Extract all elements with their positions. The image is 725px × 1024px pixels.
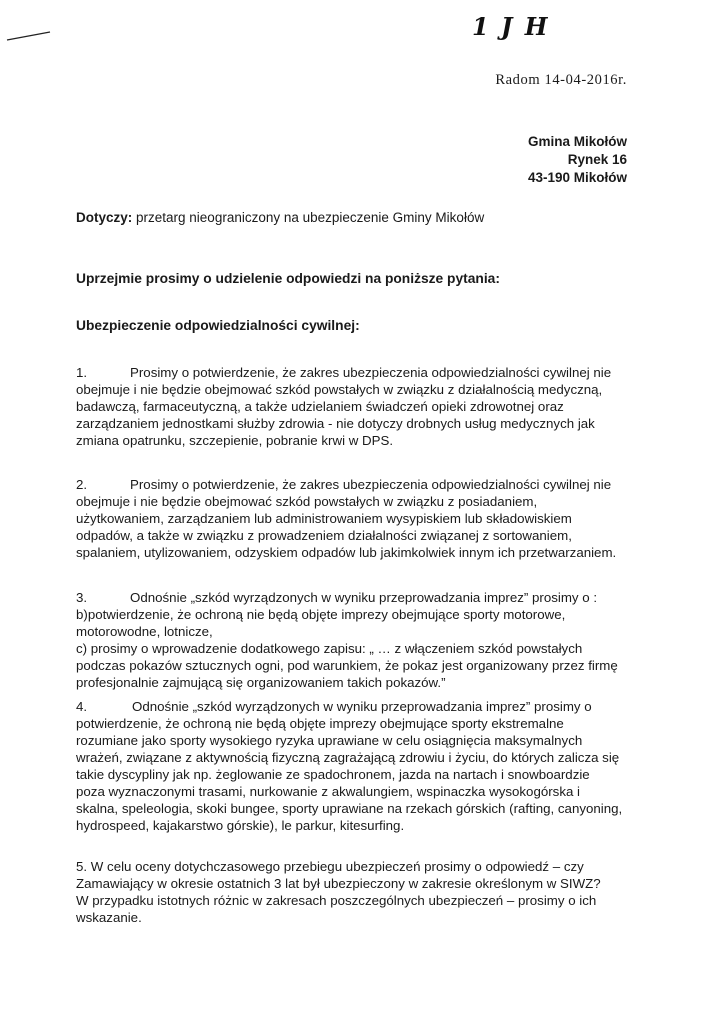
question-line: potwierdzenie, że ochroną nie będą objęte imprezy obejmujące sporty ekstremalne <box>76 716 564 731</box>
question-line: hydrospeed, kajakarstwo górskie), le parkur, kitesurfing. <box>76 818 405 833</box>
question-line: obejmuje i nie będzie obejmować szkód powstałych w związku z działalnością medyczną, <box>76 382 603 397</box>
section-heading: Ubezpieczenie odpowiedzialności cywilnej: <box>76 318 360 333</box>
question-5 <box>76 858 636 926</box>
question-line: motorowodne, lotnicze, <box>76 624 213 639</box>
question-line: c) prosimy o wprowadzenie dodatkowego zapisu: „ … z włączeniem szkód powstałych <box>76 641 583 656</box>
question-number: 3. <box>76 590 88 605</box>
subject-text: przetarg nieograniczony na ubezpieczenie Gminy Mikołów <box>132 210 485 225</box>
question-line: W przypadku istotnych różnic w zakresach poszczególnych ubezpieczeń – prosimy o ich <box>76 893 597 908</box>
question-line: poza wyznaczonymi trasami, nurkowanie z akwalungiem, wspinaczka wysokogórska i <box>76 784 581 799</box>
question-line: profesjonalnie zajmującą się organizowaniem takich pokazów.” <box>76 675 446 690</box>
letter-date: Radom 14-04-2016r. <box>495 72 627 88</box>
recipient-address <box>528 133 627 187</box>
question-1 <box>76 364 636 449</box>
question-line: odpadów, a także w związku z prowadzeniem działalności związanej z sortowaniem, <box>76 528 572 543</box>
recipient-line: 43-190 Mikołów <box>527 170 627 185</box>
question-line: 3. Odnośnie „szkód wyrządzonych w wyniku przeprowadzania imprez” prosimy o : <box>76 590 598 605</box>
question-line: b)potwierdzenie, że ochroną nie będą objęte imprezy obejmujące sporty motorowe, <box>76 607 566 622</box>
question-2 <box>76 476 636 561</box>
question-line: 5. W celu oceny dotychczasowego przebiegu ubezpieczeń prosimy o odpowiedź – czy <box>76 859 584 874</box>
question-line: 2. Prosimy o potwierdzenie, że zakres ubezpieczenia odpowiedzialności cywilnej nie <box>76 477 612 492</box>
question-number: 1. <box>76 365 88 380</box>
subject-line <box>76 210 484 225</box>
question-line: zmiana opatrunku, szczepienie, pobranie krwi w DPS. <box>76 433 394 448</box>
recipient-line: Rynek 16 <box>567 152 627 167</box>
question-number: 2. <box>76 477 88 492</box>
question-line: rozumiane jako sporty wysokiego ryzyka uprawiane w celu osiągnięcia maksymalnych <box>76 733 583 748</box>
question-line: skalna, speleologia, skoki bungee, sporty uprawiane na rzekach górskich (rafting, canyoning, <box>76 801 623 816</box>
question-line: zarządzaniem jednostkami służby zdrowia - nie dotyczy drobnych usług medycznych jak <box>76 416 595 431</box>
question-4 <box>76 698 636 834</box>
scan-artifact-line <box>6 30 52 42</box>
question-line: spalaniem, utylizowaniem, odzyskiem odpadów lub jakimkolwiek innym ich przetwarzaniem. <box>76 545 617 560</box>
request-heading: Uprzejmie prosimy o udzielenie odpowiedzi na poniższe pytania: <box>76 271 500 286</box>
question-number: 5. <box>76 859 88 874</box>
question-line: Zamawiający w okresie ostatnich 3 lat był ubezpieczony w zakresie określonym w SIWZ? <box>76 876 601 891</box>
question-line: takie dyscypliny jak np. żeglowanie ze spadochronem, jazda na nartach i snowboardzie <box>76 767 590 782</box>
question-line: 1. Prosimy o potwierdzenie, że zakres ubezpieczenia odpowiedzialności cywilnej nie <box>76 365 612 380</box>
question-line: obejmuje i nie będzie obejmować szkód powstałych w związku z posiadaniem, <box>76 494 538 509</box>
question-line: wskazanie. <box>76 910 142 925</box>
question-3 <box>76 589 636 691</box>
question-line: 4. Odnośnie „szkód wyrządzonych w wyniku przeprowadzania imprez” prosimy o <box>76 699 592 714</box>
question-line: badawczą, farmaceutyczną, a także udzielaniem świadczeń opieki zdrowotnej oraz <box>76 399 564 414</box>
recipient-line: Gmina Mikołów <box>527 134 627 149</box>
question-line: użytkowaniem, zarządzaniem lub administrowaniem wysypiskiem lub składowiskiem <box>76 511 572 526</box>
handwritten-page-mark: 1 J H <box>472 12 550 41</box>
subject-label: Dotyczy: <box>76 210 133 225</box>
question-number: 4. <box>76 699 88 714</box>
question-line: wrażeń, związane z aktywnością fizyczną zagrażającą zdrowiu i życiu, do których zalicza się <box>76 750 620 765</box>
question-line: podczas pokazów sztucznych ogni, pod warunkiem, że pokaz jest organizowany przez firmę <box>76 658 618 673</box>
